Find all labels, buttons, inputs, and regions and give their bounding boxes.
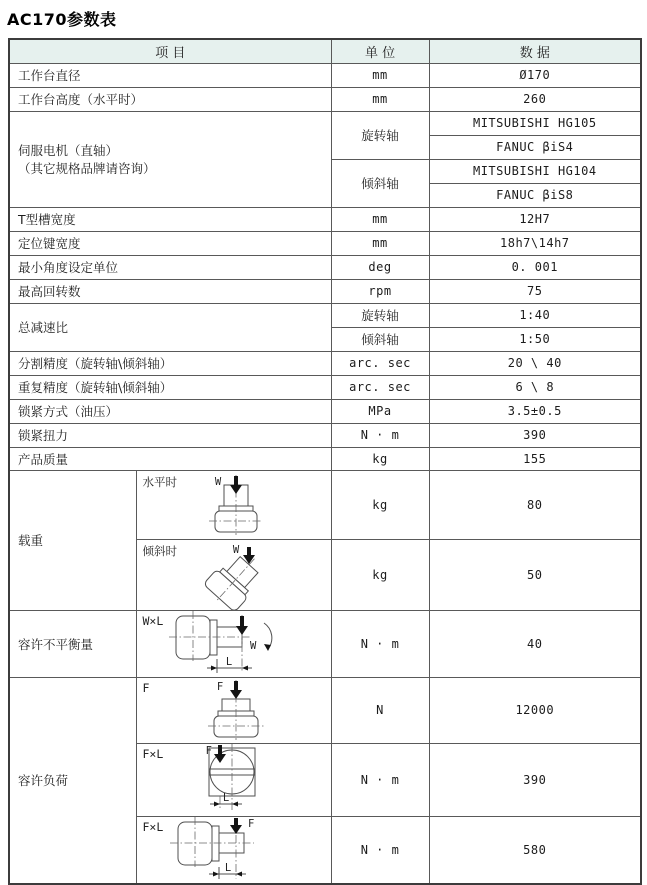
data-value: 80	[429, 470, 641, 539]
unbalance-label: 容许不平衡量	[9, 610, 136, 677]
diagram-condition-label: 水平时	[142, 474, 177, 489]
row-table-height	[9, 87, 641, 111]
allowable-load-f-diagram-cell	[136, 677, 331, 743]
moment-top-view-diagram-icon	[174, 744, 294, 816]
l-label: L	[225, 655, 232, 668]
diagram-condition-label: 倾斜时	[142, 543, 177, 558]
item-label: 分割精度（旋转轴\倾斜轴）	[9, 351, 331, 375]
data-value: 12000	[429, 677, 641, 743]
diagram-condition-label: F×L	[142, 819, 164, 834]
unit-value: arc. sec	[331, 375, 429, 399]
row-repeatability	[9, 375, 641, 399]
rotary-motor-1: MITSUBISHI HG105	[429, 111, 641, 135]
item-label: T型槽宽度	[9, 207, 331, 231]
row-unbalance	[9, 610, 641, 677]
unit-value: arc. sec	[331, 351, 429, 375]
servo-item-line2: （其它规格品牌请咨询）	[18, 161, 156, 176]
w-label: W	[214, 475, 221, 488]
diagram-condition-label: W×L	[142, 613, 164, 628]
data-value: 1:40	[429, 303, 641, 327]
allowable-load-group-label: 容许负荷	[9, 677, 136, 884]
axial-force-diagram-icon	[174, 679, 294, 741]
unit-value: kg	[331, 447, 429, 470]
unit-value: N · m	[331, 743, 429, 816]
spec-table	[8, 38, 642, 885]
tilted-load-diagram-icon	[174, 540, 294, 610]
data-value: 6 \ 8	[429, 375, 641, 399]
f-label: F	[205, 744, 212, 757]
tilt-axis-label: 倾斜轴	[331, 159, 429, 207]
data-value: 580	[429, 816, 641, 884]
row-load-horizontal	[9, 470, 641, 539]
load-group-label: 载重	[9, 470, 136, 610]
row-key-width	[9, 231, 641, 255]
unit-value: mm	[331, 87, 429, 111]
unbalance-side-diagram-icon	[164, 611, 304, 677]
row-indexing-accuracy	[9, 351, 641, 375]
unit-value: kg	[331, 539, 429, 610]
unit-value: N · m	[331, 610, 429, 677]
tilt-motor-2: FANUC βiS8	[429, 183, 641, 207]
item-label: 锁紧方式（油压）	[9, 399, 331, 423]
rotary-axis-label: 旋转轴	[331, 303, 429, 327]
servo-item-line1: 伺服电机（直轴）	[18, 143, 119, 158]
item-label: 重复精度（旋转轴\倾斜轴）	[9, 375, 331, 399]
row-clamp-method	[9, 399, 641, 423]
l-label: L	[222, 791, 229, 804]
page-title: AC170参数表	[7, 10, 117, 29]
data-value: 390	[429, 423, 641, 447]
item-label: 总减速比	[9, 303, 331, 351]
tilt-motor-1: MITSUBISHI HG104	[429, 159, 641, 183]
unit-value: N · m	[331, 423, 429, 447]
w-label: W	[249, 639, 256, 652]
moment-side-view-diagram-icon	[164, 817, 304, 883]
item-label: 定位键宽度	[9, 231, 331, 255]
row-allowable-load-f	[9, 677, 641, 743]
item-label: 锁紧扭力	[9, 423, 331, 447]
data-value: 155	[429, 447, 641, 470]
unit-value: deg	[331, 255, 429, 279]
data-value: 390	[429, 743, 641, 816]
data-value: 50	[429, 539, 641, 610]
row-max-rpm	[9, 279, 641, 303]
unit-value: rpm	[331, 279, 429, 303]
data-value: 18h7\14h7	[429, 231, 641, 255]
row-mass	[9, 447, 641, 470]
unit-value: N	[331, 677, 429, 743]
data-value: 20 \ 40	[429, 351, 641, 375]
data-value: 1:50	[429, 327, 641, 351]
f-label: F	[216, 681, 223, 693]
item-label: 工作台直径	[9, 63, 331, 87]
unit-value: N · m	[331, 816, 429, 884]
horizontal-load-diagram-icon	[174, 474, 294, 536]
item-label: 产品质量	[9, 447, 331, 470]
row-servo-motor-1	[9, 111, 641, 135]
unit-value: MPa	[331, 399, 429, 423]
tilt-axis-label: 倾斜轴	[331, 327, 429, 351]
row-table-diameter	[9, 63, 641, 87]
row-min-angle	[9, 255, 641, 279]
diagram-condition-label: F	[142, 680, 150, 695]
data-value: 75	[429, 279, 641, 303]
allowable-load-fxl-top-diagram-cell	[136, 743, 331, 816]
data-value: 260	[429, 87, 641, 111]
data-value: 40	[429, 610, 641, 677]
unit-value: mm	[331, 207, 429, 231]
row-reduction-1	[9, 303, 641, 327]
rotary-motor-2: FANUC βiS4	[429, 135, 641, 159]
header-unit: 单 位	[331, 39, 429, 63]
data-value: 3.5±0.5	[429, 399, 641, 423]
unit-value: mm	[331, 63, 429, 87]
w-label: W	[232, 543, 239, 556]
rotary-axis-label: 旋转轴	[331, 111, 429, 159]
item-label: 工作台高度（水平时）	[9, 87, 331, 111]
row-clamp-torque	[9, 423, 641, 447]
row-t-slot	[9, 207, 641, 231]
unit-value: mm	[331, 231, 429, 255]
unbalance-diagram-cell	[136, 610, 331, 677]
data-value: Ø170	[429, 63, 641, 87]
allowable-load-fxl-side-diagram-cell	[136, 816, 331, 884]
f-label: F	[247, 817, 254, 830]
table-header-row	[9, 39, 641, 63]
data-value: 12H7	[429, 207, 641, 231]
l-label: L	[224, 861, 231, 874]
data-value: 0. 001	[429, 255, 641, 279]
load-horizontal-diagram-cell	[136, 470, 331, 539]
load-tilted-diagram-cell	[136, 539, 331, 610]
header-item: 项 目	[9, 39, 331, 63]
servo-item-label	[9, 111, 331, 207]
item-label: 最高回转数	[9, 279, 331, 303]
item-label: 最小角度设定单位	[9, 255, 331, 279]
unit-value: kg	[331, 470, 429, 539]
diagram-condition-label: F×L	[142, 746, 164, 761]
header-data: 数 据	[429, 39, 641, 63]
